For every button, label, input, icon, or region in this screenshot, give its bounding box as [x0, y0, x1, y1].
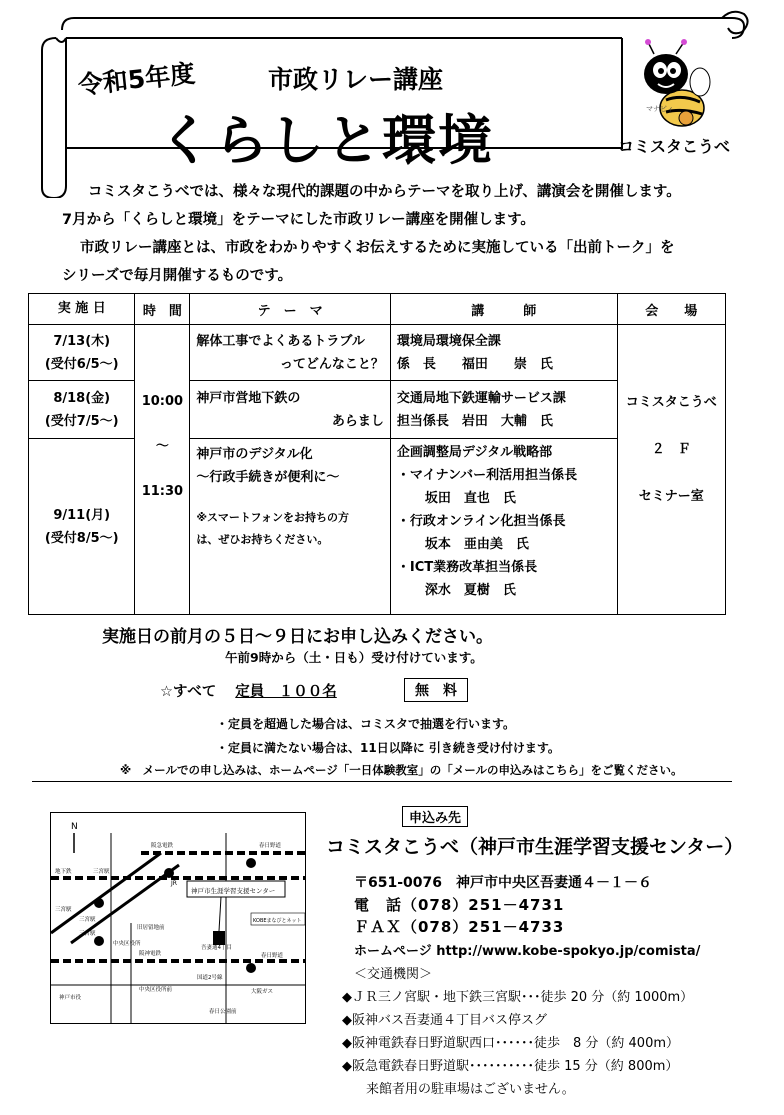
- date: 7/13(木): [53, 333, 111, 349]
- address: 〒651-0076 神戸市中央区吾妻通４－１－６: [354, 875, 652, 891]
- venue-line: セミナー室: [638, 489, 704, 504]
- station-icon: [94, 898, 104, 908]
- reception: (受付7/5～): [44, 413, 119, 429]
- theme-cell: [190, 381, 391, 439]
- date: 9/11(月): [53, 507, 111, 523]
- map-label-kasuga-koen: 春日公園前: [209, 1009, 237, 1015]
- map-label-kasuganomichi: 春日野道: [261, 953, 284, 959]
- lecturer-line: 坂本 亜由美 氏: [424, 537, 529, 552]
- theme-note: は、ぜひお持ちください。: [196, 533, 329, 546]
- banner-organizer: コミスタこうべ: [618, 137, 731, 156]
- access-map: [50, 812, 306, 1024]
- capacity-line: [160, 680, 337, 701]
- map-label-sannomiya: 三宮駅: [79, 931, 96, 937]
- map-label-kobe-manabi: KOBEまなびとネット: [253, 918, 302, 924]
- map-label-kuyakusho: 中央区役所: [113, 941, 141, 947]
- map-label-sannomiya: 三宮駅: [55, 907, 72, 913]
- access-line: ◆阪神電鉄春日野道駅西口･･････徒歩 8 分（約 400m）: [342, 1036, 680, 1051]
- banner-year: 令和5年度: [76, 58, 197, 100]
- time-separator: ～: [155, 439, 169, 454]
- map-label-hankyu: 阪急電鉄: [151, 843, 174, 849]
- schedule-table: [28, 293, 726, 615]
- lecturer-line: 坂田 直也 氏: [424, 491, 516, 506]
- access-line: ◆阪神バス吾妻通４丁目バス停スグ: [342, 1013, 547, 1028]
- apply-main: 実施日の前月の５日～９日にお申し込みください。: [102, 627, 493, 647]
- lecturer-line: 係 長 福田 崇 氏: [396, 356, 553, 372]
- table-header-row: [29, 294, 726, 325]
- lecturer-line: ・マイナンバー利活用担当係長: [396, 468, 578, 483]
- parking-note: 来館者用の駐車場はございません。: [366, 1082, 575, 1097]
- fax: ＦＡＸ（078）251－4733: [354, 918, 565, 936]
- map-label-center: 神戸市生涯学習支援センター: [191, 887, 276, 895]
- access-line: ◆ＪＲ三ノ宮駅・地下鉄三宮駅･･･徒歩 20 分（約 1000m）: [342, 990, 694, 1005]
- map-label-bus: 吾妻通4丁目: [201, 945, 232, 951]
- lecturer-cell: [390, 381, 617, 439]
- theme-cell: [190, 325, 391, 381]
- venue-cell: [617, 325, 725, 615]
- date-cell: [29, 381, 135, 439]
- theme-note: ※スマートフォンをお持ちの方: [196, 511, 349, 524]
- note-line: ・定員を超過した場合は、コミスタで抽選を行います。: [216, 717, 516, 731]
- lecturer-line: 担当係長 岩田 大輔 氏: [396, 413, 553, 429]
- theme-line: 神戸市のデジタル化: [196, 447, 313, 462]
- email-note: ※ メールでの申し込みは、ホームページ「一日体験教室」の「メールの申込みはこちら」をご覧ください。: [120, 763, 683, 777]
- center-name: コミスタこうべ（神戸市生涯学習支援センター）: [326, 836, 744, 858]
- lecturer-line: 環境局環境保全課: [396, 333, 501, 349]
- lecturer-line: 交通局地下鉄運輸サービス課: [396, 390, 566, 406]
- time-end: 11:30: [141, 484, 184, 499]
- map-label-north: N: [71, 822, 78, 832]
- station-icon: [94, 936, 104, 946]
- lecturer-line: ・ICT業務改革担当係長: [396, 560, 538, 575]
- all-label: ☆すべて: [160, 684, 217, 700]
- time-start: 10:00: [141, 394, 184, 409]
- station-icon: [164, 868, 174, 878]
- intro-line-4: シリーズで毎月開催するものです。: [62, 268, 293, 284]
- lecturer-line: 深水 夏樹 氏: [424, 583, 516, 598]
- lecturer-line: ・行政オンライン化担当係長: [396, 514, 566, 529]
- date: 8/18(金): [53, 390, 111, 406]
- banner-series: 市政リレー講座: [268, 65, 444, 94]
- mascot-label: マナビィ: [646, 105, 674, 113]
- theme-cell: [190, 439, 391, 615]
- lecturer-cell: [390, 439, 617, 615]
- tel: 電 話（078）251－4731: [354, 896, 565, 914]
- map-label-jr: JR: [171, 880, 177, 887]
- station-icon: [246, 963, 256, 973]
- apply-sub: 午前9時から（土・日も）受け付けています。: [225, 650, 483, 665]
- intro-line-2: 7月から「くらしと環境」をテーマにした市政リレー講座を開催します。: [62, 212, 535, 228]
- venue-line: ２ Ｆ: [651, 442, 691, 457]
- date-cell: [29, 439, 135, 615]
- reception: (受付6/5～): [44, 356, 119, 372]
- station-icon: [246, 858, 256, 868]
- theme-line: ってどんなこと？: [279, 356, 384, 372]
- banner-title: くらしと環境: [158, 109, 494, 172]
- map-label-kokudo: 国道2号線: [197, 975, 223, 981]
- map-label-sannomiya: 三宮駅: [93, 869, 110, 875]
- map-label-kasuganomichi: 春日野道: [259, 843, 282, 849]
- header-theme: テ ー マ: [190, 294, 391, 325]
- apply-to-label: 申込み先: [402, 806, 468, 827]
- access-line: ◆阪急電鉄春日野道駅･･････････徒歩 15 分（約 800m）: [342, 1059, 679, 1074]
- divider: [32, 781, 732, 782]
- theme-line: 神戸市営地下鉄の: [196, 390, 301, 406]
- date-cell: [29, 325, 135, 381]
- theme-line: 解体工事でよくあるトラブル: [196, 333, 365, 349]
- lecturer-cell: [390, 325, 617, 381]
- header-time: 時 間: [135, 294, 190, 325]
- time-cell: [135, 325, 190, 615]
- capacity: 定員 １００名: [235, 684, 337, 700]
- theme-line: ～行政手続きが便利に～: [196, 470, 340, 485]
- fee-badge: 無 料: [404, 678, 468, 702]
- map-label-hanshin: 阪神電鉄: [139, 951, 162, 957]
- note-line: ・定員に満たない場合は、11日以降に 引き続き受け付けます。: [216, 741, 560, 755]
- intro-line-1: コミスタこうべでは、様々な現代的課題の中からテーマを取り上げ、講演会を開催します。: [88, 184, 681, 200]
- header-date: 実 施 日: [29, 294, 135, 325]
- map-label-chikatetsu: 地下鉄: [55, 869, 72, 875]
- map-label-kyuseifu: 旧居留地前: [137, 925, 165, 931]
- lecturer-line: 企画調整局デジタル戦略部: [396, 445, 553, 460]
- header-lecturer: 講 師: [390, 294, 617, 325]
- table-row: [29, 325, 726, 381]
- mascot-bee-icon: [636, 38, 712, 134]
- map-label-osaka-gas: 大阪ガス: [251, 989, 274, 995]
- venue-line: コミスタこうべ: [625, 395, 717, 410]
- map-label-sannomiya: 三宮駅: [79, 917, 96, 923]
- access-title: ＜交通機関＞: [354, 967, 433, 982]
- reception: (受付8/5～): [44, 530, 119, 546]
- theme-line: あらまし: [331, 413, 384, 429]
- header-venue: 会 場: [617, 294, 725, 325]
- map-label-kuyakushomae: 中央区役所前: [139, 987, 173, 993]
- map-label-kobe-shiyakusho: 神戸市役: [59, 995, 82, 1001]
- center-building-icon: [213, 931, 225, 945]
- intro-line-3: 市政リレー講座とは、市政をわかりやすくお伝えするために実施している「出前トーク」を: [80, 240, 675, 256]
- homepage-link[interactable]: ホームページ http://www.kobe-spokyo.jp/comista/: [354, 944, 701, 959]
